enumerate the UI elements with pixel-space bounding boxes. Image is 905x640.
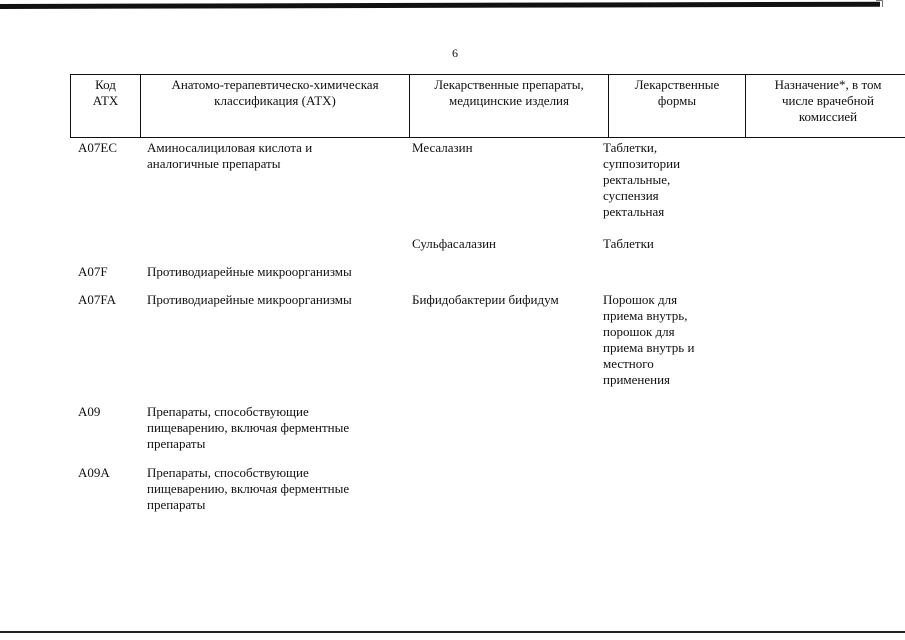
header-row [71,75,905,138]
header-drugs: Лекарственные препараты, медицинские изделия [410,75,609,138]
header-purpose: Назначение*, в том числе врачебной комиссией [746,75,905,138]
header-forms: Лекарственные формы [609,75,746,138]
header-code: Код АТХ [71,75,141,138]
top-rule [0,2,880,9]
row-classification: Аминосалициловая кислота и аналогичные препараты [147,140,313,171]
top-rule-end-mark [876,0,883,7]
row-form: Таблетки, суппозитории ректальные, суспензия ректальная [603,140,681,219]
page-number: 6 [452,46,458,60]
row-form: Порошок для приема внутрь, порошок для приема внутрь и местного применения [603,292,695,387]
table-header [70,74,905,138]
row-code: A09 [78,404,101,419]
row-classification: Препараты, способствующие пищеварению, включая ферментные препараты [147,465,350,512]
row-classification: Препараты, способствующие пищеварению, включая ферментные препараты [147,404,350,451]
row-classification: Противодиарейные микроорганизмы [147,292,352,307]
row-form: Таблетки [603,236,654,251]
row-code: A07FA [78,292,117,307]
row-code: A07EC [78,140,117,155]
row-code: A07F [78,264,108,279]
row-classification: Противодиарейные микроорганизмы [147,264,352,279]
row-drug: Сульфасалазин [412,236,497,251]
row-code: A09A [78,465,110,480]
header-classification: Анатомо-терапевтическо-химическая классификация (АТХ) [141,75,410,138]
bottom-rule [0,631,905,633]
row-drug: Бифидобактерии бифидум [412,292,559,307]
row-drug: Месалазин [412,140,473,155]
